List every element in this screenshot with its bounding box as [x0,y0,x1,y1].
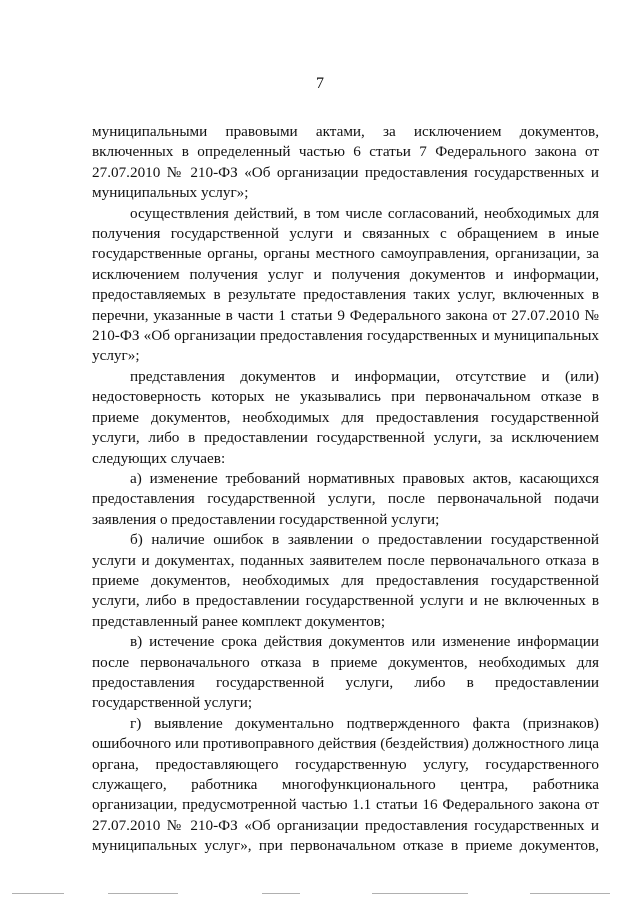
paragraph-case-g: г) выявление документально подтвержденного факта (признаков) ошибочного или противоправного действия (бездействия) должностного лица органа, предоставляющего государственную услугу, государственного служащего, работника многофункционального центра, работника организации, предусмотренной частью 1.1 статьи 16 Федерального закона от 27.07.2010 № 210-ФЗ «Об организации предоставления государственных и муниципальных услуг», при первоначальном отказе в приеме документов, [92,714,599,855]
scan-edge-mark [372,893,468,894]
scan-edge-mark [262,893,300,894]
scan-edge-mark [12,893,64,894]
scan-edge-mark [530,893,610,894]
paragraph-case-a: а) изменение требований нормативных правовых актов, касающихся предоставления государственной услуги, после первоначальной подачи заявления о предоставлении государственной услуги; [92,469,599,528]
paragraph-continuation: муниципальными правовыми актами, за исключением документов, включенных в определенный частью 6 статьи 7 Федерального закона от 27.07.2010 № 210-ФЗ «Об организации предоставления государственных и муниципальных услуг»; [92,123,599,202]
paragraph-case-b: б) наличие ошибок в заявлении о предоставлении государственной услуги и документах, поданных заявителем после первоначального отказа в приеме документов, необходимых для предоставления государственной услуги, либо в предоставлении государственной услуги и не включенных в представленный ранее комплект документов; [92,531,599,630]
paragraph-case-v: в) истечение срока действия документов или изменение информации после первоначального отказа в приеме документов, необходимых для предоставления государственной услуги, либо в предоставлении государственной услуги; [92,633,599,712]
paragraph-actions: осуществления действий, в том числе согласований, необходимых для получения государственной услуги и связанных с обращением в иные государственные органы, органы местного самоуправления, организации, за исключением получения услуг и получения документов и информации, предоставляемых в результате предоставления таких услуг, включенных в перечни, указанные в части 1 статьи 9 Федерального закона от 27.07.2010 № 210-ФЗ «Об организации предоставления государственных и муниципальных услуг»; [92,204,599,365]
document-body [92,122,599,857]
page-number: 7 [316,75,324,92]
scan-edge-mark [108,893,178,894]
paragraph-documents: представления документов и информации, отсутствие и (или) недостоверность которых не указывались при первоначальном отказе в приеме документов, необходимых для предоставления государственной услуги, либо в предоставлении государственной услуги, за исключением следующих случаев: [92,367,599,467]
